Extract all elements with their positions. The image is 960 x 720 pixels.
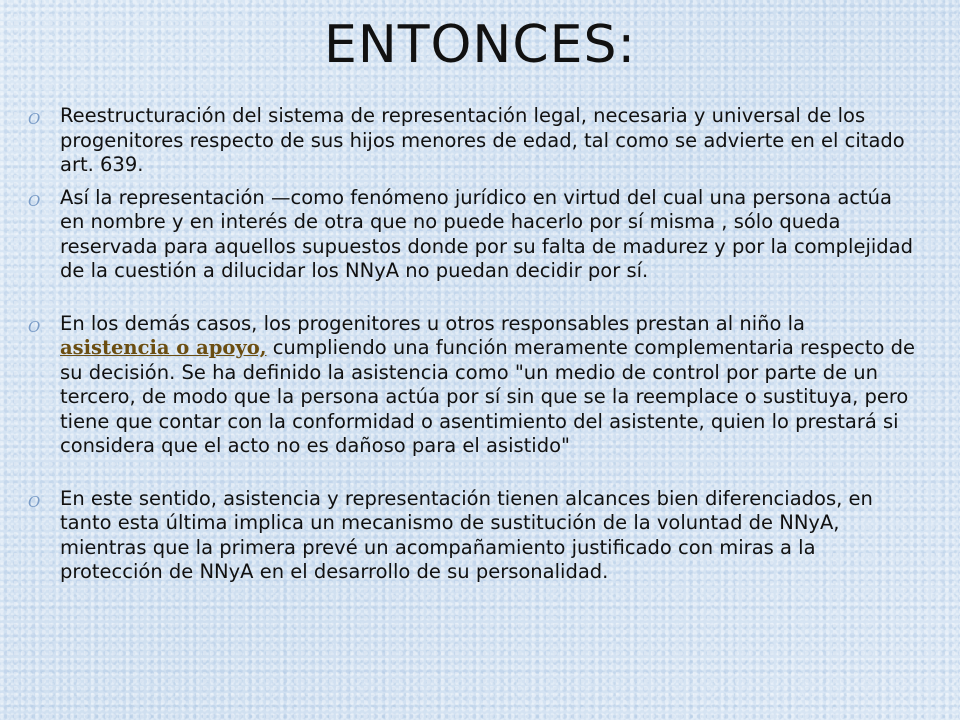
bullet-item	[28, 312, 918, 459]
bullet-marker-icon: O	[28, 110, 41, 128]
bullet-item	[28, 186, 918, 284]
bullet-item	[28, 104, 918, 178]
bullet-text: Reestructuración del sistema de representación legal, necesaria y universal de los progenitores respecto de sus hijos menores de edad, tal como se advierte en el citado art. 639.	[60, 104, 905, 176]
highlighted-term: asistencia o apoyo,	[60, 336, 267, 359]
bullet-text-after: cumpliendo una función meramente complementaria respecto de su decisión. Se ha definido la asistencia como "un medio de control por parte de un tercero, de modo que la persona actúa por sí sin que se la reemplace o sustituya, pero tiene que contar con la conformidad o asentimiento del asistente, quien lo prestará si considera que el acto no es dañoso para el asistido"	[60, 336, 916, 457]
bullet-marker-icon: O	[28, 492, 41, 511]
bullet-item	[28, 487, 918, 585]
bullet-text: Así la representación —como fenómeno jurídico en virtud del cual una persona actúa en nombre y en interés de otra que no puede hacerlo por sí misma , sólo queda reservada para aquellos supuestos donde por su falta de madurez y por la complejidad de la cuestión a dilucidar los NNyA no puedan decidir por sí.	[60, 185, 914, 282]
slide-title: ENTONCES:	[323, 15, 637, 75]
bullet-marker-icon: O	[28, 191, 41, 210]
bullet-text: En este sentido, asistencia y representación tienen alcances bien diferenciados, en tanto esta última implica un mecanismo de sustitución de la voluntad de NNyA, mientras que la primera prevé un acompañamiento justificado con miras a la protección de NNyA en el desarrollo de su personalidad.	[60, 486, 873, 583]
bullet-marker-icon: O	[28, 317, 41, 336]
bullet-list	[28, 104, 918, 593]
bullet-text-before: En los demás casos, los progenitores u otros responsables prestan al niño la	[60, 311, 806, 335]
